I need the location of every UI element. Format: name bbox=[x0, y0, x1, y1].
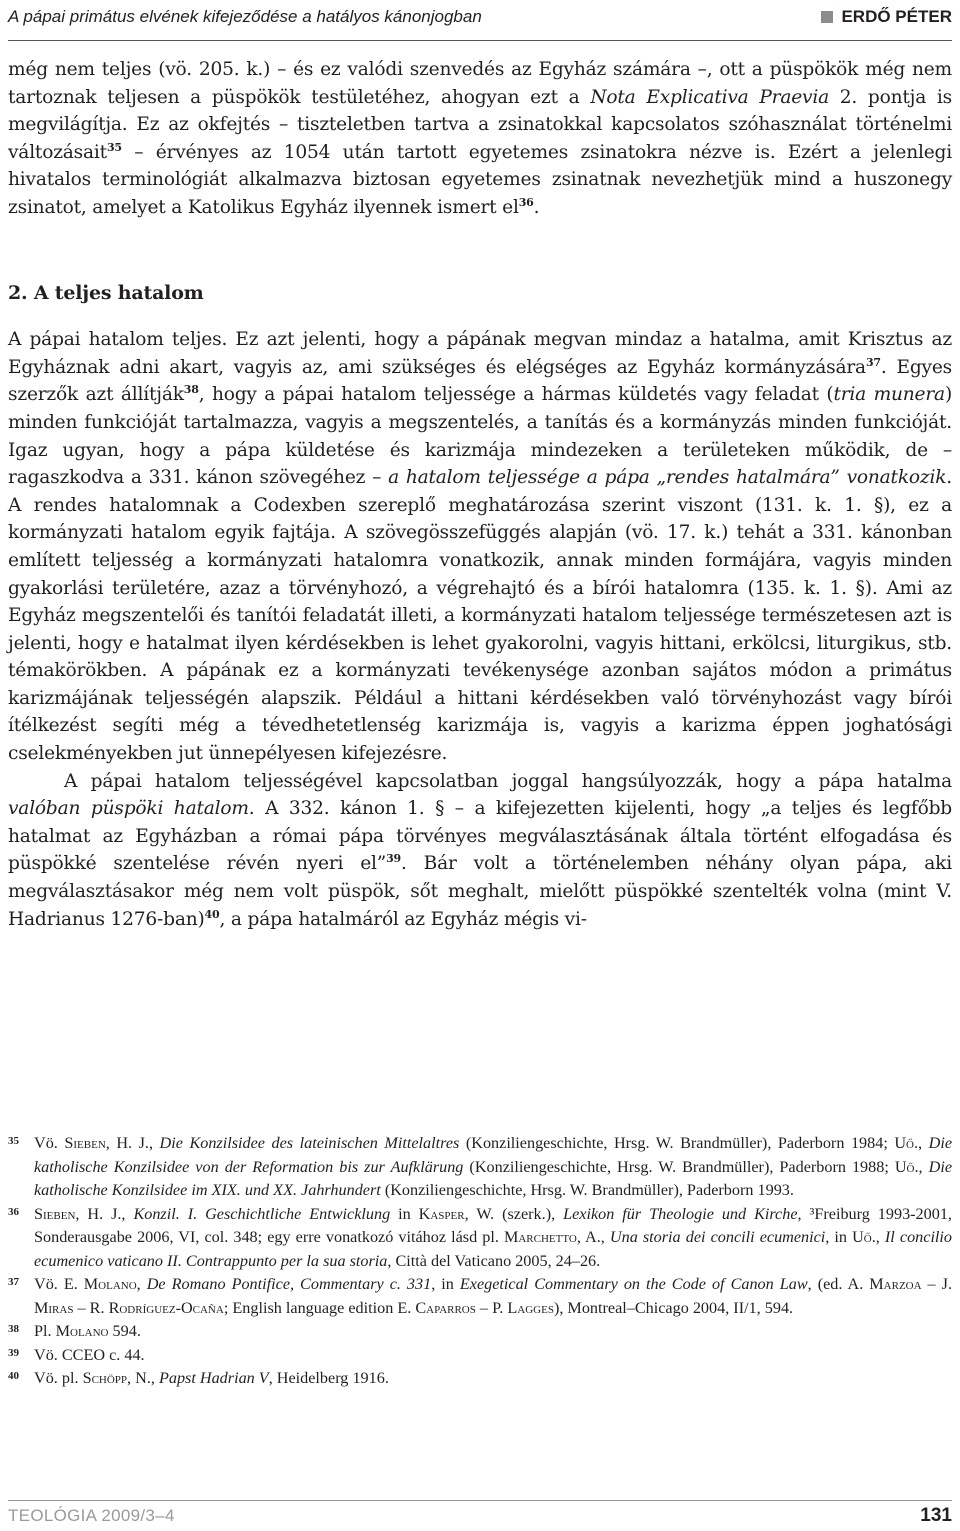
text-run: , bbox=[136, 1275, 147, 1293]
journal-issue: TEOLÓGIA 2009/3–4 bbox=[8, 1506, 175, 1525]
text-run: , hogy a pápai hatalom teljessége a hármas küldetés vagy feladat ( bbox=[198, 384, 834, 406]
author-name: Sieben bbox=[34, 1204, 76, 1223]
main-text bbox=[8, 56, 952, 933]
text-run: . A rendes hatalomnak a Codexben szereplő meghatározása szerint viszont (131. k. 1. §), ez a kormányzati hatalom egyik fajtája. A szövegösszefüggés alapján (vö. 17. k.) tehát a 331. kánonban említett teljesség a kormányzati hatalomra vonatkozik, annak minden formájára, vagyis minden gyakorlási területére, azaz a törvényhozó, a végrehajtó és a bírói hatalomra (135. k. 1. §). Ami az Egyház megszentelői és tanítói feladatát illeti, a kormányzati hatalom teljessége természetesen azt is jelenti, hogy e hatalmat ilyen kérdésekben is lehet gyakorolni, vagyis hittani, erkölcsi, liturgikus, stb. témakörökben. A pápának ez a kormányzati tevékenysége azonban sajátos módon a primátus karizmájának teljességén alapszik. Például a hittani kérdésekben való törvényhozást vagy bírói ítélkezést segíti még a tévedhetetlenség karizmája is, vagyis a karizma éppen joghatósági cselekményekben jut ünnepélyesen kifejezésre. bbox=[8, 467, 953, 765]
text-run: , N., bbox=[127, 1369, 159, 1387]
footnote-number: 35 bbox=[8, 1135, 19, 1147]
page-footer bbox=[8, 1504, 952, 1528]
work-title: Die katholische Konzilsidee von der Reformation bis zur Aufklärung bbox=[34, 1134, 953, 1176]
text-run: – J. bbox=[921, 1275, 952, 1293]
running-title: A pápai primátus elvének kifejeződése a hatályos kánonjogban bbox=[8, 7, 482, 26]
paragraph-1 bbox=[8, 56, 952, 222]
paragraph-3 bbox=[8, 768, 952, 934]
text-run: még nem teljes (vö. 205. k.) – és ez valódi szenvedés az Egyház számára –, ott a püspökök még nem tartoznak teljesen a püspökök testületéhez, ahogyan ezt a bbox=[8, 59, 952, 108]
author-name: Uő bbox=[894, 1157, 915, 1176]
author-name: Uő bbox=[852, 1228, 872, 1246]
page-number: 131 bbox=[920, 1505, 952, 1526]
square-icon bbox=[821, 11, 833, 23]
work-title: Die katholische Konzilsidee im XIX. und XX. Jahrhundert bbox=[34, 1157, 952, 1199]
text-run: Vö. CCEO c. 44. bbox=[34, 1345, 145, 1364]
footnote-number: 36 bbox=[8, 1205, 19, 1218]
italic-phrase: valóban püspöki hatalom bbox=[8, 798, 249, 820]
running-header bbox=[8, 2, 952, 32]
text-run: , H. J., bbox=[105, 1134, 160, 1152]
footnote-40 bbox=[8, 1367, 952, 1391]
author-name: Marzoa bbox=[869, 1275, 922, 1293]
text-run: – érvényes az 1054 után tartott egyetemes zsinatokra nézve is. Ezért a jelenlegi hivatalos terminológiát alkalmazva biztosan egyetemes zsinatnak nevezhetjük mind a huszonegy zsinatot, amelyet a Katolikus Egyház ilyennek ismert el bbox=[8, 141, 952, 218]
footnote-number: 38 bbox=[8, 1323, 19, 1335]
paragraph-2 bbox=[8, 326, 952, 768]
footnote-ref-37[interactable]: 37 bbox=[865, 355, 881, 369]
text-run: , W. (szerk.), bbox=[464, 1204, 564, 1223]
footnote-ref-35[interactable]: 35 bbox=[106, 140, 122, 154]
footnote-number: 40 bbox=[8, 1370, 19, 1382]
text-run: Vö. pl. bbox=[34, 1369, 83, 1387]
italic-term: tria munera bbox=[833, 384, 945, 406]
author-name: Molano bbox=[55, 1322, 109, 1340]
text-run: (Konziliengeschichte, Hrsg. W. Brandmüller), Paderborn 1988; bbox=[463, 1157, 895, 1176]
author-name: Miras bbox=[34, 1298, 74, 1317]
italic-term: Nota Explicativa Praevia bbox=[590, 86, 829, 108]
text-run: . Egyes szerzők azt állítják bbox=[8, 356, 952, 406]
footnote-39 bbox=[8, 1344, 952, 1368]
text-run: 2. pontja is megvilágítja. Ez az okfejtés – tiszteletben tartva a zsinatokkal kapcsolatos szóhasználat történelmi változásait bbox=[8, 86, 952, 163]
work-title: Die Konzilsidee des lateinischen Mittelaltres bbox=[159, 1134, 460, 1152]
text-run: ) minden funkcióját tartalmazza, vagyis a megszentelés, a tanítás és a kormányzás minden funkcióját. Igaz ugyan, hogy a pápa küldetése és karizmája mindezeken a területeken működik, de – ragaszkodva a 331. kánon szövegéhez – bbox=[8, 384, 952, 489]
footnote-ref-39[interactable]: 39 bbox=[386, 852, 401, 866]
footer-divider bbox=[8, 1500, 952, 1501]
text-run: , A., bbox=[576, 1228, 610, 1246]
author-name: Rodríguez-Ocaña bbox=[108, 1298, 224, 1317]
footnote-number: 37 bbox=[8, 1276, 19, 1288]
author-name: Caparros bbox=[415, 1298, 476, 1317]
text-run: ., bbox=[871, 1228, 885, 1246]
text-run: 594. bbox=[108, 1322, 141, 1340]
text-run: Pl. bbox=[34, 1322, 56, 1340]
work-title: Papst Hadrian V bbox=[158, 1369, 269, 1387]
author-name: Kasper bbox=[418, 1204, 465, 1223]
footnote-36 bbox=[8, 1203, 952, 1274]
text-run: – R. bbox=[73, 1298, 109, 1317]
header-divider bbox=[8, 40, 952, 41]
work-title: Konzil. I. Geschichtliche Entwicklung bbox=[133, 1204, 391, 1223]
running-author: ERDŐ PÉTER bbox=[841, 7, 952, 26]
text-run: (Konziliengeschichte, Hrsg. W. Brandmüller), Paderborn 1993. bbox=[380, 1181, 794, 1199]
text-run: – P. bbox=[475, 1298, 508, 1317]
text-run: , Heidelberg 1916. bbox=[268, 1369, 389, 1387]
author-name: Marchetto bbox=[503, 1228, 577, 1246]
text-run: in bbox=[829, 1228, 853, 1246]
work-title: Lexikon für Theologie und Kirche bbox=[563, 1204, 798, 1223]
footnote-number: 39 bbox=[8, 1346, 19, 1359]
author-name: Lagges bbox=[507, 1298, 554, 1317]
work-title: Il concilio ecumenico vaticano II. Contrappunto per la sua storia bbox=[34, 1228, 953, 1270]
text-run: A pápai hatalom teljességével kapcsolatban joggal hangsúlyozzák, hogy a pápa hatalma bbox=[64, 770, 952, 792]
work-title: De Romano Pontifice, Commentary c. 331 bbox=[146, 1275, 432, 1293]
text-run: in bbox=[390, 1204, 419, 1223]
text-run: ., bbox=[914, 1157, 929, 1176]
text-run: (Konziliengeschichte, Hrsg. W. Brandmüller), Paderborn 1984; bbox=[459, 1134, 895, 1152]
italic-phrase: a hatalom teljessége a pápa „rendes hatalmára” vonatkozik bbox=[388, 467, 947, 489]
text-run: . A 332. kánon 1. § – a kifejezetten kijelenti, hogy „a teljes és legfőbb hatalmat az Egyházban a római pápa törvényes megválasztásának általa történt elfogadása és püspökké szentelése révén nyeri el” bbox=[8, 798, 952, 875]
text-run: Vö. E. bbox=[34, 1275, 84, 1293]
text-run: , H. J., bbox=[75, 1204, 134, 1223]
footnote-37 bbox=[8, 1273, 952, 1320]
work-title: Una storia dei concili ecumenici, bbox=[609, 1228, 830, 1246]
text-run: . bbox=[533, 196, 540, 218]
section-heading: 2. A teljes hatalom bbox=[8, 281, 204, 304]
footnotes bbox=[8, 1132, 952, 1391]
text-run: A pápai hatalom teljes. Ez azt jelenti, hogy a pápának megvan mindaz a hatalma, amit Krisztus az Egyháznak adni akart, vagyis az, ami szükséges és elégséges az Egyház kormányzására bbox=[8, 329, 952, 378]
text-run: . Bár volt a történelemben néhány olyan pápa, aki megválasztásakor még nem volt püspök, sőt meghalt, mielőtt püspökké szentelték volna (mint V. Hadrianus 1276-ban) bbox=[8, 853, 952, 930]
text-run: , (ed. A. bbox=[807, 1275, 870, 1293]
author-name: Sieben bbox=[64, 1134, 106, 1152]
footnote-35 bbox=[8, 1132, 952, 1203]
spacer bbox=[8, 307, 952, 326]
author-name: Schöpp bbox=[82, 1369, 128, 1387]
text-run: , Città del Vaticano 2005, 24–26. bbox=[387, 1251, 601, 1270]
footnote-ref-38[interactable]: 38 bbox=[183, 383, 199, 397]
text-run: , a pápa hatalmáról az Egyház mégis vi- bbox=[219, 908, 587, 930]
footnote-ref-36[interactable]: 36 bbox=[518, 195, 534, 209]
text-run: , ³Freiburg 1993-2001, Sonderausgabe 2006, VI, col. 348; egy erre vonatkozó vitához lásd pl. bbox=[34, 1204, 952, 1246]
work-title: Exegetical Commentary on the Code of Canon Law bbox=[459, 1275, 808, 1293]
footnote-38 bbox=[8, 1320, 952, 1344]
author-name: Molano bbox=[83, 1275, 137, 1293]
footnote-ref-40[interactable]: 40 bbox=[204, 907, 220, 921]
text-run: ), Montreal–Chicago 2004, II/1, 594. bbox=[553, 1298, 794, 1317]
running-author-block bbox=[821, 7, 952, 27]
text-run: ., bbox=[914, 1134, 929, 1152]
text-run: Vö. bbox=[34, 1134, 65, 1152]
spacer bbox=[8, 222, 952, 280]
text-run: ; English language edition E. bbox=[223, 1298, 416, 1317]
author-name: Uő bbox=[894, 1134, 914, 1152]
text-run: , in bbox=[431, 1275, 460, 1293]
